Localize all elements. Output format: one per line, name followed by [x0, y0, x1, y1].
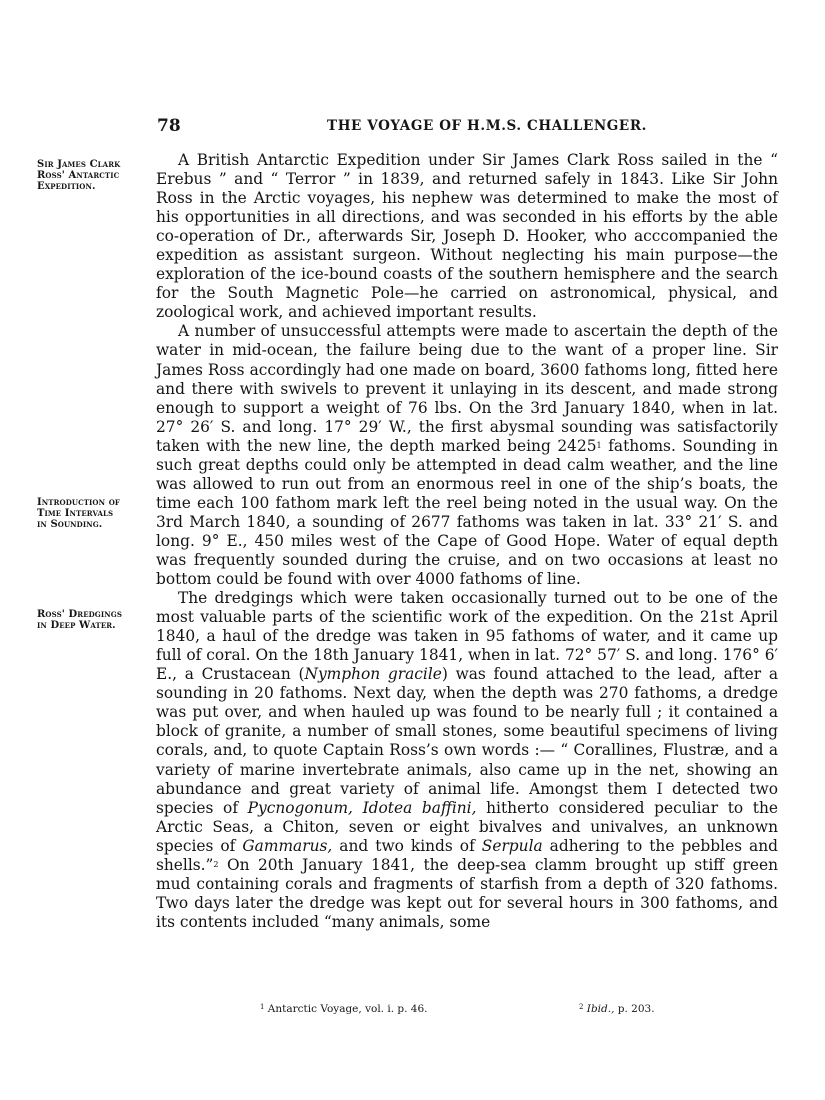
page-number: 78 — [157, 116, 181, 136]
footnotes — [156, 1003, 778, 1019]
main-text — [156, 151, 778, 932]
marginal-note-time-intervals: Introduction of Time Intervals in Sounding. — [37, 497, 120, 531]
paragraph-dredgings: The dredgings which were taken occasionally turned out to be one of the most valuable parts of the scientific work of the expedition. On the 21st April 1840, a haul of the dredge was taken in 95 fathoms of water, and it came up full of coral. On the 18th January 1841, when in lat. 72° 57′ S. and long. 176° 6′ E., a Crustacean (Nymphon gracile) was found attached to the lead, after a sounding in 20 fathoms. Next day, when the depth was 270 fathoms, a dredge was put over, and when hauled up was found to be nearly full ; it contained a block of granite, a number of small stones, some beautiful specimens of living corals, and, to quote Captain Ross’s own words :— “ Corallines, Flustræ, and a variety of marine invertebrate animals, also came up in the net, showing an abundance and great variety of animal life. Amongst them I detected two species of Pycnogonum, Idotea baffini, hitherto considered peculiar to the Arctic Seas, a Chiton, seven or eight bivalves and univalves, an unknown species of Gammarus, and two kinds of Serpula adhering to the pebbles and shells.”$^2$ On 20th January 1841, the deep-sea clamm brought up stiff green mud containing corals and fragments of starfish from a depth of 320 fathoms. Two days later the dredge was kept out for several hours in 300 fathoms, and its contents included “many animals, some — [156, 589, 779, 931]
footnote-ref-2: 2 — [213, 859, 219, 869]
marginal-note-ross-expedition: Sir James Clark Ross' Antarctic Expedition. — [37, 159, 121, 193]
page-header — [157, 116, 777, 138]
paragraph-expedition: A British Antarctic Expedition under Sir James Clark Ross sailed in the “ Erebus ” and “ Terror ” in 1839, and returned safely in 1843. Like Sir John Ross in the Arctic voyages, his nephew was determined to make the most of his opportunities in all directions, and was seconded in his efforts by the able co-operation of Dr., afterwards Sir, Joseph D. Hooker, who acccompanied the expedition as assistant surgeon. Without neglecting his main purpose—the exploration of the ice-bound coasts of the southern hemisphere and the search for the South Magnetic Pole—he carried on astronomical, physical, and zoological work, and achieved important results. — [156, 151, 778, 322]
footnote-1: $^1$ Antarctic Voyage, vol. i. p. 46. — [260, 1003, 428, 1015]
running-title: THE VOYAGE OF H.M.S. CHALLENGER. — [327, 118, 647, 134]
marginal-note-deep-dredgings: Ross' Dredgings in Deep Water. — [37, 609, 122, 632]
footnote-2: $^2$ Ibid., p. 203. — [579, 1003, 655, 1015]
marginal-notes — [0, 0, 122, 632]
paragraph-soundings: A number of unsuccessful attempts were made to ascertain the depth of the water in mid-ocean, the failure being due to the want of a proper line. Sir James Ross accordingly had one made on board, 3600 fathoms long, fitted here and there with swivels to prevent it unlaying in its descent, and made strong enough to support a weight of 76 lbs. On the 3rd January 1840, when in lat. 27° 26′ S. and long. 17° 29′ W., the first abysmal sounding was satisfactorily taken with the new line, the depth marked being 2425$^1$ fathoms. Sounding in such great depths could only be attempted in dead calm weather, and the line was allowed to run out from an enormous reel in one of the ship’s boats, the time each 100 fathom mark left the reel being noted in the usual way. On the 3rd March 1840, a sounding of 2677 fathoms was taken in lat. 33° 21′ S. and long. 9° E., 450 miles west of the Cape of Good Hope. Water of equal depth was frequently sounded during the cruise, and on two occasions at least no bottom could be found with over 4000 fathoms of line. — [156, 322, 778, 589]
footnote-ref-1: 1 — [596, 440, 602, 450]
